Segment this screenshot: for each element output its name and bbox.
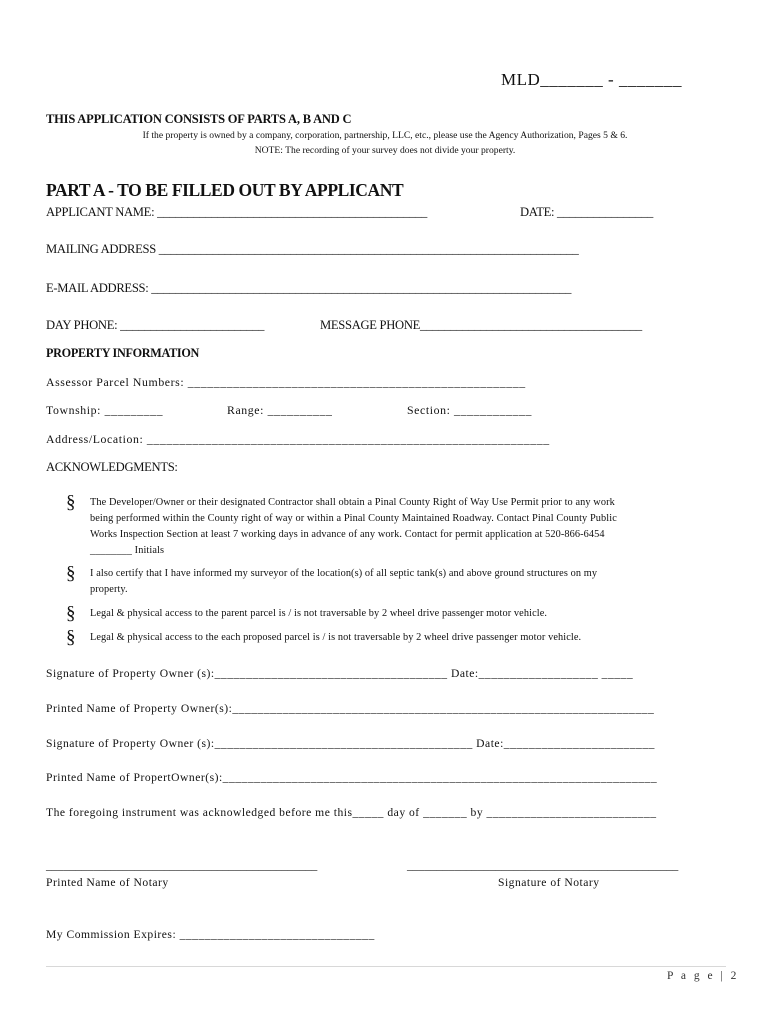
message-phone-field[interactable]: MESSAGE PHONE_____________________________________ (320, 318, 642, 332)
commission-expires-field[interactable]: My Commission Expires: _______________________________ (46, 928, 375, 941)
range-field[interactable]: Range: __________ (227, 403, 333, 417)
mld-number-field[interactable]: MLD_______ - _______ (501, 70, 682, 89)
survey-recording-note: NOTE: The recording of your survey does not divide your property. (254, 145, 516, 156)
owner-printed-name-field-1[interactable]: Printed Name of Property Owner(s):___________________________________________________________________ (46, 702, 655, 715)
notary-acknowledgment-field[interactable]: The foregoing instrument was acknowledged before me this_____ day of _______ by ___________________________ (46, 806, 657, 819)
ack-text-line: property. (90, 584, 128, 595)
ack-text-line: being performed within the County right of way or within a Pinal County Maintained Roadway. Contact Pinal County Public (90, 513, 617, 524)
address-location-field[interactable]: Address/Location: ______________________________________________________________ (46, 432, 550, 446)
owner-printed-name-field-2[interactable]: Printed Name of PropertOwner(s):_____________________________________________________________________ (46, 771, 658, 784)
day-phone-field[interactable]: DAY PHONE: ________________________ (46, 318, 265, 332)
section-field[interactable]: Section: ____________ (407, 403, 532, 417)
section-symbol: § (66, 627, 76, 648)
ack-text-line: I also certify that I have informed my surveyor of the location(s) of all septic tank(s) and above ground structures on my (90, 568, 598, 579)
section-symbol: § (66, 603, 76, 624)
footer-divider (46, 966, 726, 967)
notary-printed-name-line[interactable]: ______________________________________________ (46, 858, 318, 872)
application-parts-notice: THIS APPLICATION CONSISTS OF PARTS A, B AND C (46, 112, 352, 126)
ack-text-line: The Developer/Owner or their designated Contractor shall obtain a Pinal County Right of Way Use Permit prior to any work (90, 497, 615, 508)
owner-signature-field-2[interactable]: Signature of Property Owner (s):_________________________________________ Date:________________________ (46, 737, 655, 750)
acknowledgments-heading: ACKNOWLEDGMENTS: (46, 460, 178, 474)
applicant-name-field[interactable]: APPLICANT NAME: _____________________________________________ (46, 205, 427, 219)
township-field[interactable]: Township: _________ (46, 403, 164, 417)
section-symbol: § (66, 492, 76, 513)
ack-text-line: Works Inspection Section at least 7 working days in advance of any work. Contact for permit application at 520-866-6454 (90, 529, 605, 540)
ack-text-line: Legal & physical access to the each proposed parcel is / is not traversable by 2 wheel drive passenger motor vehicle. (90, 632, 582, 643)
property-information-heading: PROPERTY INFORMATION (46, 346, 200, 360)
date-field[interactable]: DATE: ________________ (520, 205, 653, 219)
section-symbol: § (66, 563, 76, 584)
notary-signature-line[interactable]: ______________________________________________ (407, 858, 679, 872)
initials-field[interactable]: ________ Initials (90, 545, 165, 556)
agency-authorization-note: If the property is owned by a company, corporation, partnership, LLC, etc., please use the Agency Authorization, Pages 5 & 6. (142, 130, 628, 141)
assessor-parcel-field[interactable]: Assessor Parcel Numbers: ____________________________________________________ (46, 375, 526, 389)
part-a-title: PART A - TO BE FILLED OUT BY APPLICANT (46, 180, 404, 200)
email-address-field[interactable]: E-MAIL ADDRESS: ______________________________________________________________________ (46, 281, 572, 295)
ack-text-line: Legal & physical access to the parent parcel is / is not traversable by 2 wheel drive passenger motor vehicle. (90, 608, 548, 619)
mailing-address-field[interactable]: MAILING ADDRESS ______________________________________________________________________ (46, 242, 579, 256)
owner-signature-field-1[interactable]: Signature of Property Owner (s):_____________________________________ Date:___________________ _____ (46, 667, 634, 680)
page-number: P a g e | 2 (667, 970, 739, 982)
signature-of-notary-label: Signature of Notary (498, 876, 600, 889)
printed-name-of-notary-label: Printed Name of Notary (46, 876, 169, 889)
